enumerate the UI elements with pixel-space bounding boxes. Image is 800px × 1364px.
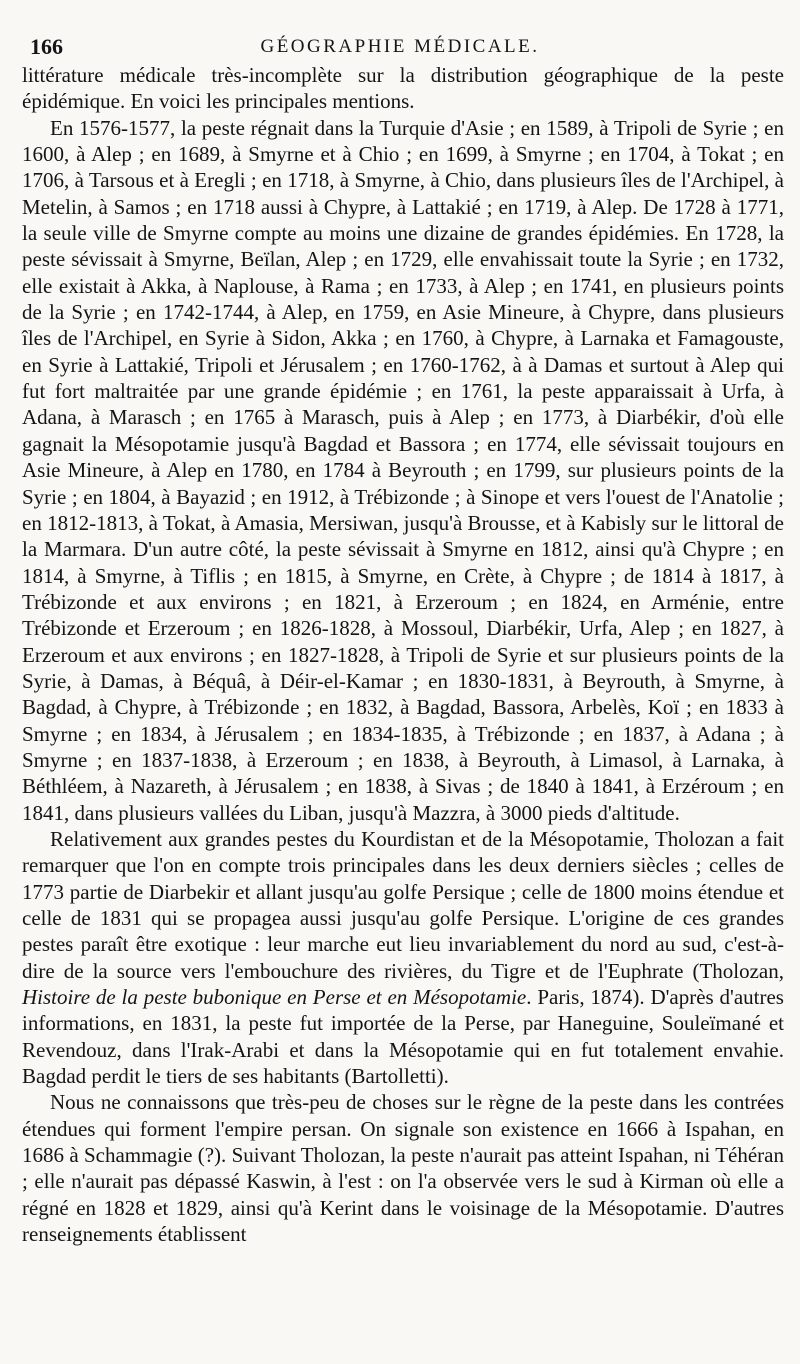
text-run: Relativement aux grandes pestes du Kourdistan et de la Mésopotamie, Tholozan a fait remarquer que l'on en compte trois principales dans les deux derniers siècles ; celles de 1773 partie de Diarbekir et allant jusqu'au golfe Persique ; celle de 1800 moins étendue et celle de 1831 qui se propagea aussi jusqu'au golfe Persique. L'origine de ces grandes pestes paraît être exotique : leur marche eut lieu invariablement du nord au sud, c'est-à-dire de la source vers l'embouchure des rivières, du Tigre et de l'Euphrate (Tholozan, (22, 826, 784, 983)
paragraph (22, 62, 784, 115)
running-title: GÉOGRAPHIE MÉDICALE. (260, 36, 540, 57)
paragraph (22, 1089, 784, 1247)
page-number: 166 (30, 34, 63, 59)
paragraph (22, 115, 784, 826)
italic-citation: Histoire de la peste bubonique en Perse et en Mésopotamie (22, 985, 527, 1010)
page-header (30, 34, 770, 62)
text-run: En 1576-1577, la peste régnait dans la Turquie d'Asie ; en 1589, à Tripoli de Syrie ; en 1600, à Alep ; en 1689, à Smyrne et à Chio ; en 1699, à Smyrne ; en 1704, à Tokat ; en 1706, à Tarsous et à Eregli ; en 1718, à Smyrne, à Chio, dans plusieurs îles de l'Archipel, à Metelin, à Samos ; en 1718 aussi à Chypre, à Lattakié ; en 1719, à Alep. De 1728 à 1771, la seule ville de Smyrne compte au moins une dizaine de grandes épidémies. En 1728, la peste sévissait à Smyrne, Beïlan, Alep ; en 1729, elle envahissait toute la Syrie ; en 1732, elle existait à Akka, à Naplouse, à Rama ; en 1733, à Alep ; en 1741, en plusieurs points de la Syrie ; en 1742-1744, à Alep, en 1759, en Asie Mineure, à Chypre, dans plusieurs îles de l'Archipel, en Syrie à Sidon, Akka ; en 1760, à Chypre, à Larnaka et Famagouste, en Syrie à Lattakié, Tripoli et Jérusalem ; en 1760-1762, à à Damas et surtout à Alep qui fut fort maltraitée par une grande épidémie ; en 1761, la peste apparaissait à Urfa, à Adana, à Marasch ; en 1765 à Marasch, puis à Alep ; en 1773, à Diarbékir, d'où elle gagnait la Mésopotamie jusqu'à Bagdad et Bassora ; en 1774, elle sévissait toujours en Asie Mineure, à Alep en 1780, en 1784 à Beyrouth ; en 1799, sur plusieurs points de la Syrie ; en 1804, à Bayazid ; en 1912, à Trébizonde ; à Sinope et vers l'ouest de l'Anatolie ; en 1812-1813, à Tokat, à Amasia, Mersiwan, jusqu'à Brousse, et à Kabisly sur le littoral de la Marmara. D'un autre côté, la peste sévissait à Smyrne en 1812, ainsi qu'à Chypre ; en 1814, à Smyrne, à Tiflis ; en 1815, à Smyrne, en Crète, à Chypre ; de 1814 à 1817, à Trébizonde et aux environs ; en 1821, à Erzeroum ; en 1824, en Arménie, entre Trébizonde et Erzeroum ; en 1826-1828, à Mossoul, Diarbékir, Urfa, Alep ; en 1827, à Erzeroum et aux environs ; en 1827-1828, à Tripoli de Syrie et sur plusieurs points de la Syrie, à Damas, à Béquâ, à Déir-el-Kamar ; en 1830-1831, à Beyrouth, à Smyrne, à Bagdad, à Chypre, à Trébizonde ; en 1832, à Bagdad, Bassora, Arbelès, Koï ; en 1833 à Smyrne ; en 1834, à Jérusalem ; en 1834-1835, à Trébizonde ; en 1837, à Adana ; à Smyrne ; en 1837-1838, à Erzeroum ; en 1838, à Beyrouth, à Limasol, à Larnaka, à Béthléem, à Nazareth, à Jérusalem ; en 1838, à Sivas ; de 1840 à 1841, à Erzéroum ; en 1841, dans plusieurs vallées du Liban, jusqu'à Mazzra, à 3000 pieds d'altitude. (22, 115, 784, 825)
text-run: Nous ne connaissons que très-peu de choses sur le règne de la peste dans les contrées étendues qui forment l'empire persan. On signale son existence en 1666 à Ispahan, en 1686 à Schammagie (?). Suivant Tholozan, la peste n'aurait pas atteint Ispahan, ni Téhéran ; elle n'aurait pas dépassé Kaswin, à l'est : on l'a observée vers le sud à Kirman où elle a régné en 1828 et 1829, ainsi qu'à Kerint dans le voisinage de la Mésopotamie. D'autres renseignements établissent (22, 1090, 784, 1247)
paragraph (22, 826, 784, 1089)
body-text (22, 62, 784, 1247)
text-run: . Paris, 1874). D'après d'autres informations, en 1831, la peste fut importée de la Perse, par Haneguine, Souleïmané et Revendouz, dans l'Irak-Arabi et dans la Mésopotamie qui en fut totalement envahie. Bagdad perdit le tiers de ses habitants (Bartolletti). (22, 985, 784, 1089)
text-run: littérature médicale très-incomplète sur la distribution géographique de la peste épidémique. En voici les principales mentions. (22, 63, 784, 114)
